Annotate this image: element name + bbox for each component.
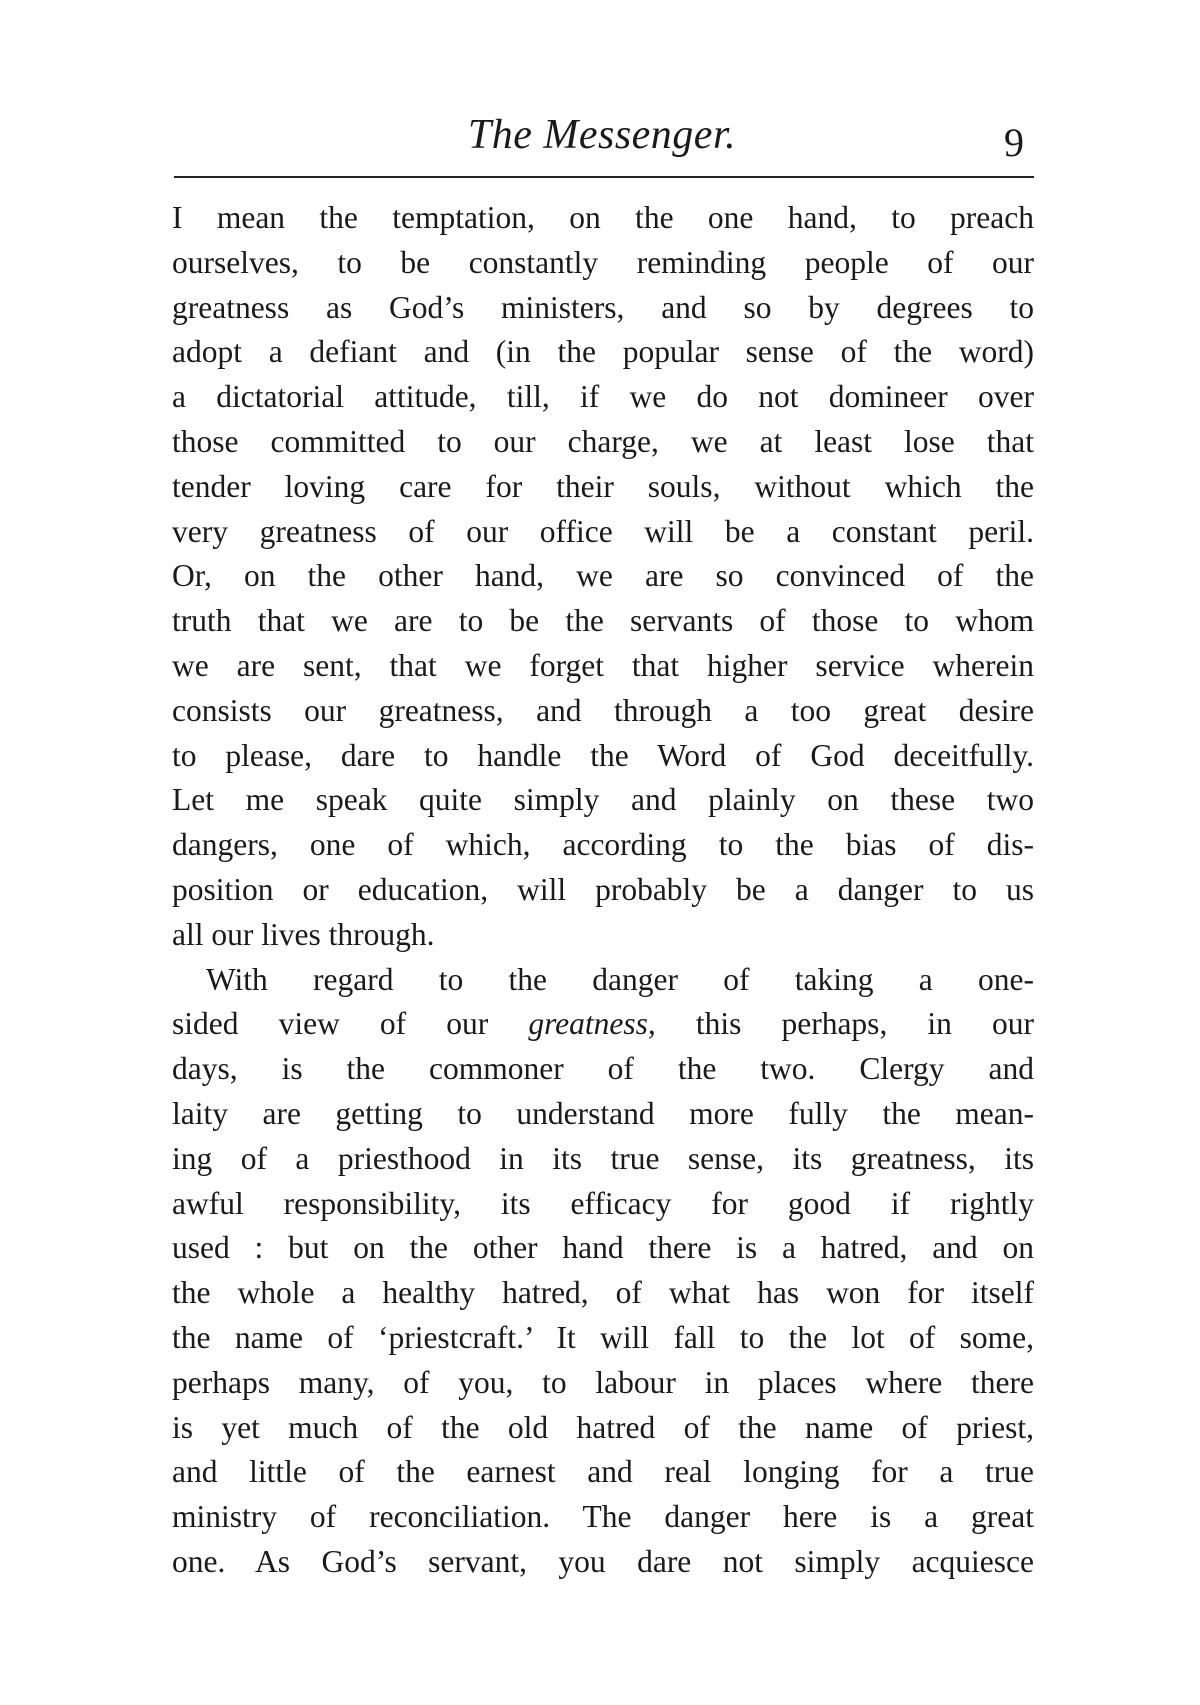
text-line: a dictatorial attitude, till, if we do not domineer over	[172, 379, 1034, 415]
text-line: used : but on the other hand there is a hatred, and on	[172, 1230, 1034, 1266]
text-line: truth that we are to be the servants of those to whom	[172, 603, 1034, 639]
text-line: laity are getting to understand more fully the mean-	[172, 1095, 1034, 1131]
text-line-with-emphasis	[172, 1002, 1034, 1047]
body-text	[172, 196, 1034, 1585]
header-rule	[174, 176, 1034, 178]
text-line: very greatness of our office will be a constant peril.	[172, 513, 1034, 549]
text-line: dangers, one of which, according to the bias of dis-	[172, 827, 1034, 863]
text-line: greatness as God’s ministers, and so by degrees to	[172, 289, 1034, 325]
text-line: perhaps many, of you, to labour in places where there	[172, 1364, 1034, 1400]
emphasis-greatness: greatness,	[528, 1006, 656, 1042]
text-line: is yet much of the old hatred of the name of priest,	[172, 1409, 1034, 1445]
text-line: ministry of reconciliation. The danger here is a great	[172, 1499, 1034, 1535]
line-text-before: sided view of our	[172, 1006, 529, 1042]
paragraph-start-line: With regard to the danger of taking a one-	[206, 961, 1034, 997]
text-line: consists our greatness, and through a too great desire	[172, 692, 1034, 728]
text-line: Let me speak quite simply and plainly on these two	[172, 782, 1034, 818]
text-line: those committed to our charge, we at least lose that	[172, 423, 1034, 459]
text-line: and little of the earnest and real longing for a true	[172, 1454, 1034, 1490]
text-line: Or, on the other hand, we are so convinced of the	[172, 558, 1034, 594]
text-line: I mean the temptation, on the one hand, to preach	[172, 200, 1034, 235]
text-line: position or education, will probably be a danger to us	[172, 871, 1034, 907]
text-line: days, is the commoner of the two. Clergy and	[172, 1051, 1034, 1087]
text-line: the whole a healthy hatred, of what has won for itself	[172, 1275, 1034, 1311]
page-header	[172, 108, 1032, 178]
text-line: awful responsibility, its efficacy for good if rightly	[172, 1185, 1034, 1221]
text-line: the name of ‘priestcraft.’ It will fall to the lot of some,	[172, 1319, 1034, 1355]
line-text-after: this perhaps, in our	[655, 1006, 1034, 1042]
text-line: we are sent, that we forget that higher service wherein	[172, 647, 1034, 683]
text-line: to please, dare to handle the Word of God deceitfully.	[172, 737, 1034, 773]
text-line: tender loving care for their souls, without which the	[172, 468, 1034, 504]
text-line: one. As God’s servant, you dare not simply acquiesce	[172, 1543, 1034, 1579]
text-line: ourselves, to be constantly reminding people of our	[172, 244, 1034, 280]
running-title: The Messenger.	[467, 112, 737, 158]
page-number: 9	[1004, 120, 1024, 165]
text-line: adopt a defiant and (in the popular sense of the word)	[172, 334, 1034, 370]
text-line: ing of a priesthood in its true sense, its greatness, its	[172, 1140, 1034, 1176]
paragraph-end-line: all our lives through.	[172, 916, 435, 952]
